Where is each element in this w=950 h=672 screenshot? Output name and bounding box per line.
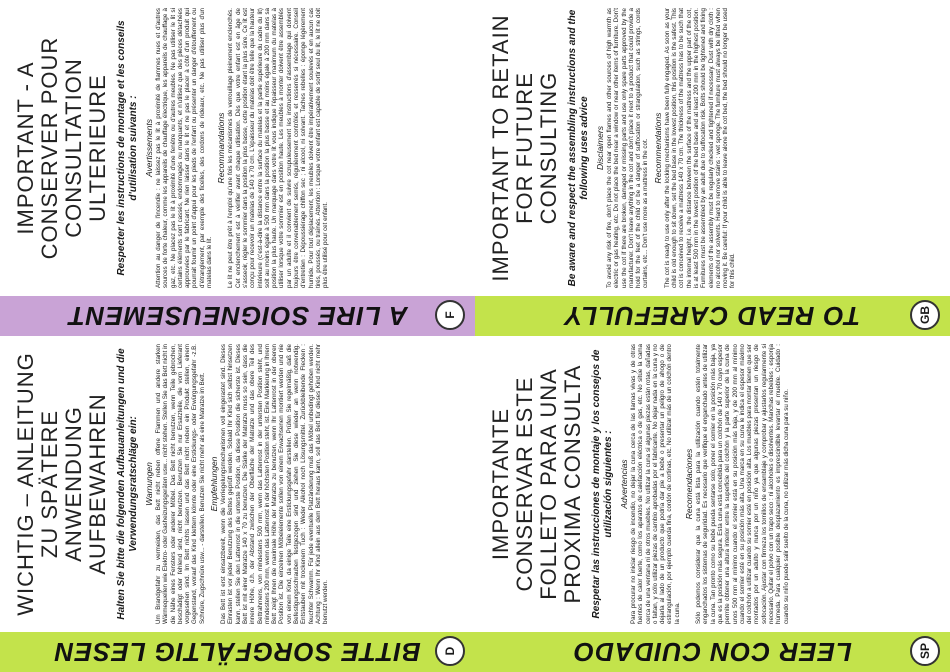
german-code-badge: D bbox=[435, 636, 465, 666]
english-code-badge: GB bbox=[910, 300, 940, 330]
spanish-reco-title: Recomendaciones bbox=[684, 448, 695, 520]
french-title: IMPORTANT - A CONSERVER POUR CONSULTATION ULTERIEURE bbox=[13, 36, 110, 260]
english-reco-title: Recommendations bbox=[652, 112, 663, 184]
spanish-warnings-title: Advertencias bbox=[619, 459, 629, 509]
french-warnings-title: Avertissements bbox=[144, 119, 154, 177]
german-subtitle: Halten Sie bitte die folgenden Aufbauanleitungen und die Verwendungsratschläge ein: bbox=[116, 348, 139, 620]
section-english bbox=[475, 0, 950, 336]
spanish-reco-text: Sólo podemos considerar que la cuna está lista para la utilización cuando estén totalmente enganchados los sistemas de seguridad. Es necesario que verifique el enganchado antes de utilizar la cuna. Tan pronto como su bebé pueda sentarse solo, poner el somier en la posición más baja, ya que es la posición más segura. Esta cuna está concebida para un colchón de 140 x 70 cuyo espesor permite obtener una altura interior entre la superficie del colchón y la parte superior de la cuna de unos 500 mm al mínimo cuando el somier está en su posición más baja, y de 200 mm al mínimo cuando el somier esté en su posición más alta. Una marca en su cuna le indica el espesor máximo del colchón a utilizar cuando su somier esté en posición alta. Los muebles para montar tienen que ser montados por un adulto y nunca por un niño ya que algunas piezas presentan un riesgo de sofocación. Ajustar con firmeza los tornillos de ensamblaje y comprobar y ajustarlos regularmente si necesario. Quitar el polvo con un trapo seco : ni alcoholes o disolventes. Manchas rebeldes : esponja húmeda. Para cualquier posible desplazamiento es imprescindible levantar el mueble. Cuidado : cuando su niño puede salir suelto de la cuna, no utilizar más dicha cuna para su niño. bbox=[695, 344, 790, 624]
section-spanish bbox=[475, 336, 950, 672]
french-subtitle: Respecter les instructions de montage et les conseils d'utilisation suivants : bbox=[116, 20, 139, 276]
french-warnings-text: Attention au danger de l'incendie : ne laissez pas le lit à proximité de flammes nues et d'autres sources de forte chaleur, comme les appareils de chauffage électrique, les appareils de chauffage à gaz, etc. Ne placez pas le lit à proximité d'une fenêtre ou d'autres meubles. Ne pas utiliser le lit si certains éléments sont cassés, endommagés ou manquants, et n'utilisez que des pièces détachées approuvées par le fabricant. Ne rien laisser dans le lit et ne pas le placer à côté d'un produit qui pourrait fournir un point d'appui pour les pieds de l'enfant ou présenter un danger d'étouffement ou d'étranglement, par exemple des ficelles, des cordons de rideaux, etc. Ne pas utiliser plus d'un matelas dans le lit. bbox=[155, 8, 214, 288]
spanish-code-badge: SP bbox=[910, 636, 940, 666]
german-content bbox=[8, 344, 468, 624]
french-content bbox=[8, 8, 468, 288]
french-code-badge: F bbox=[435, 300, 465, 330]
german-band-label: BITTE SORGFÄLTIG LESEN bbox=[54, 637, 421, 668]
section-german bbox=[0, 336, 475, 672]
spanish-content bbox=[483, 344, 943, 624]
french-reco-title: Recommandations bbox=[216, 112, 227, 184]
german-warnings-title: Warnungen bbox=[144, 462, 154, 506]
english-title: IMPORTANT TO RETAIN FOR FUTURE CONSULTING bbox=[488, 14, 561, 282]
german-reco-text: Das Bett ist erst einsatzbereit, wenn die Verriegelungsmechanismen voll eingerastet sind. Dieses Einrasten ist vor jeder Benutzung des Bettes geprüft werden. Sobald Ihr Kind sich selbst hinsetzen kann, stellen Sie den Lattenrost in die unterste Position, da diese Position die sicherste ist. Dieses Bett ist mit einer Matratze 140 x 70 zu benutzen. Die Stärke der Matratze muss so sein, dass die innere Höhe, d.h. der Abstand zwischen der Oberfläche der Matratze und das obere Teil des Bettrahmens, von mindestens 500 mm, wenn das Lattenrost in der untersten Position steht, und mindestens 200 mm, wenn das Lattenrost in der höchsten Position steht, ist. Eine Markierung in Ihrem Bett zeigt Ihnen die maximale Höhe der Matratze zu benutzen, wenn Ihr Lattenrost in der oberen Position ist. Die einzelnen Möbelelemente sollen von einem Erwachsenen montiert werden und nie von einem Kind, da einige Teile eine Erstickungsgefahr darstellen. Prüfen Sie regelmäßig, daß die Befestigungsschrauben festgezogen sind und ziehen Sie diese wieder an wenn notwendig. Entstauben mit trockenem Tuch : Weder Alkohol noch Lösungsmittel. Zurückbleibende Flecken : feuchter Schwamm. Für jede eventuelle Platzänderung muß das Möbel unbedingt gehoben werden. Achtung : Wenn Ihr Kind allein aus dem Bett heraus kann, soll das Bett für dieses Kind nicht mehr benutzt werden. bbox=[220, 344, 330, 624]
spanish-warnings-text: Para procurar no iniciar riesgo de incendio, no dejar la cuna cerca de las llamas vivas y de otras fuentes de calor fuerte, como los aparatos de calefacción eléctrica o de gas, etc. No sitúe la cama cerca de una ventana ni de otros muebles. No utilizar la cuna si algunas piezas están rotas, dañadas o faltan, y sólo utilizar piezas de cambio aprobadas por el fabricante. No dejar nada en la cuna y no dejarla al lado de un producto que podría dar pie a bebé o presentar un peligro de ahogo o de estrangulación, por ejemplo cuerda fina, cordón de cortinas, etc. No utilizar más de un colchón dentro la cuna. bbox=[630, 344, 681, 624]
french-band bbox=[0, 296, 475, 336]
german-warnings-text: Um Brandgefahr zu vermeiden, das Bett nicht neben offene Flammen und andere starken Wärmequellen wie Elektro- oder Gasheizungsgeräten usw... nicht stehen. Stellen Sie das Bett nicht in die Nähe eines Fensters oder anderer Möbel. Das Bett nicht benutzen, wenn Teile gebrochen, beschädigt oder fehlend sind, nicht benutzen. Benutzen Sie nur Ersatzteile, die vom Lieferant vorgesehen sind. Im Bett nichts lassen und das Bett nicht neben ein Produkt stellen, einem Gegenstand, worauf das Kind klettern könnte oder eine Erstickungs- oder Erwürgungsgefahr -z.B. Schnüre, Zugschnüre usw... - darstellen. Benutzen Sie nicht mehr als eine Matratze im Bett. bbox=[155, 344, 206, 624]
spanish-band bbox=[475, 632, 950, 672]
german-title: WICHTIG – ANLEITUNG ZU SPÄTERE ANWENDUNG AUFBEWAHREN bbox=[13, 352, 110, 616]
english-content bbox=[483, 8, 943, 288]
german-reco-title: Empfehlungen bbox=[209, 456, 220, 512]
section-french bbox=[0, 0, 475, 336]
english-warnings-text: To avoid any risk of fire, don't place the cot near open flames and other sources of high warmth as electric or gas heating, etc. Do not place the bed near a window or near other items of furniture. Don't use the cot if there are broken, damaged or missing parts and use only spare parts approved by the manufacturer. Don't leave anything in the cot and don't place it next to a product that could provide a hold for the feet of the child or be a danger of suffocation or strangulation, such as strings, cords curtains, etc... Don't use more as a mattress in the cot. bbox=[606, 8, 650, 288]
french-band-label: A LIRE SOIGNEUSEMENT bbox=[67, 301, 408, 332]
german-band bbox=[0, 632, 475, 672]
french-reco-text: Le lit ne peut être prêt à l'emploi qu'une fois les mécanismes de verrouillage pleinement enclenchés. Cet enclenchement est à vérifier avant chaque utilisation. Dès que votre enfant est en âge de s'asseoir, régler le sommier dans la position la plus basse, cette position étant la plus sûre. Ce lit est conçu pour recevoir un matelas de 140 x 70 cm. L'épaisseur du matelas doit être telle que la hauteur intérieure (c'est-à-dire la distance entre la surface du matelas et la partie supérieure du cadre du lit) soit au moins égale à 500 mm dans la position la plus basse et au moins égale à 200 mm dans sa position la plus haute. Un marquage dans votre lit vous indique l'épaisseur maximum du matelas à utiliser lorsque votre sommier est en position haute. Les meubles à monter doivent être assemblés par un adulte et il convient de suivre scrupuleusement les instructions d'assemblage qui doivent toujours être convenablement serrés, régulièrement contrôlés et resserrés si nécessaire. Conseil d'entretien : Dépoussiérage chiffon sec ; ni alcool, ni solvant. Taches rebelles : éponge légèrement humide. Pour tout déplacement, les meubles doivent être impérativement soulevés et en aucun cas tirés, poussés, ou traînés. Attention : Lorsque votre enfant est capable de sortir seul du lit, le lit ne doit plus être utilisé pour cet enfant. bbox=[227, 8, 330, 288]
english-reco-text: The cot is ready to use only after the locking mechanisms have been fully engaged. As soon as your child is old enough to sit down, set the bed base in the lowest position, this position is the safest. This cot is conceived to receive a mattress 140 x 70 cm. The thickness of the mattress has to be such that the internal height, i.e. the distance between the surface of the mattress and the upper part of the cot, is at least 500 mm in the lowest position of the bed base and at least 200 mm in the highest position. Furnitures must be assembled by an adult due to suffocation risk. Bolts should be tightened and fixing elements of the assembly must be regularly checked and tightened if necessary. Dust with dry cloth : no alcohol nor solvents. Hard to remove stains : wet sponge. The furniture must always be lifted when moving it. Be careful: If your child is able to leave alone the cot bed, the bed should no longer be used for this child. bbox=[663, 8, 737, 288]
english-band-label: TO READ CAREFULLY bbox=[564, 301, 861, 332]
spanish-band-label: LEER CON CUIDADO bbox=[573, 637, 852, 668]
spanish-subtitle: Respetar las instrucciones de montaje y los consejos de utilización siguientes : bbox=[591, 349, 614, 619]
english-subtitle: Be aware and respect the assembling instructions and the following uses advice bbox=[567, 9, 590, 287]
english-warnings-title: Disclaimers bbox=[595, 126, 605, 170]
english-band bbox=[475, 296, 950, 336]
spanish-title: IMPORTANTE CONSERVAR ESTE FOLLETO PARA UNA PROXIMA CONSULTA bbox=[488, 364, 585, 604]
